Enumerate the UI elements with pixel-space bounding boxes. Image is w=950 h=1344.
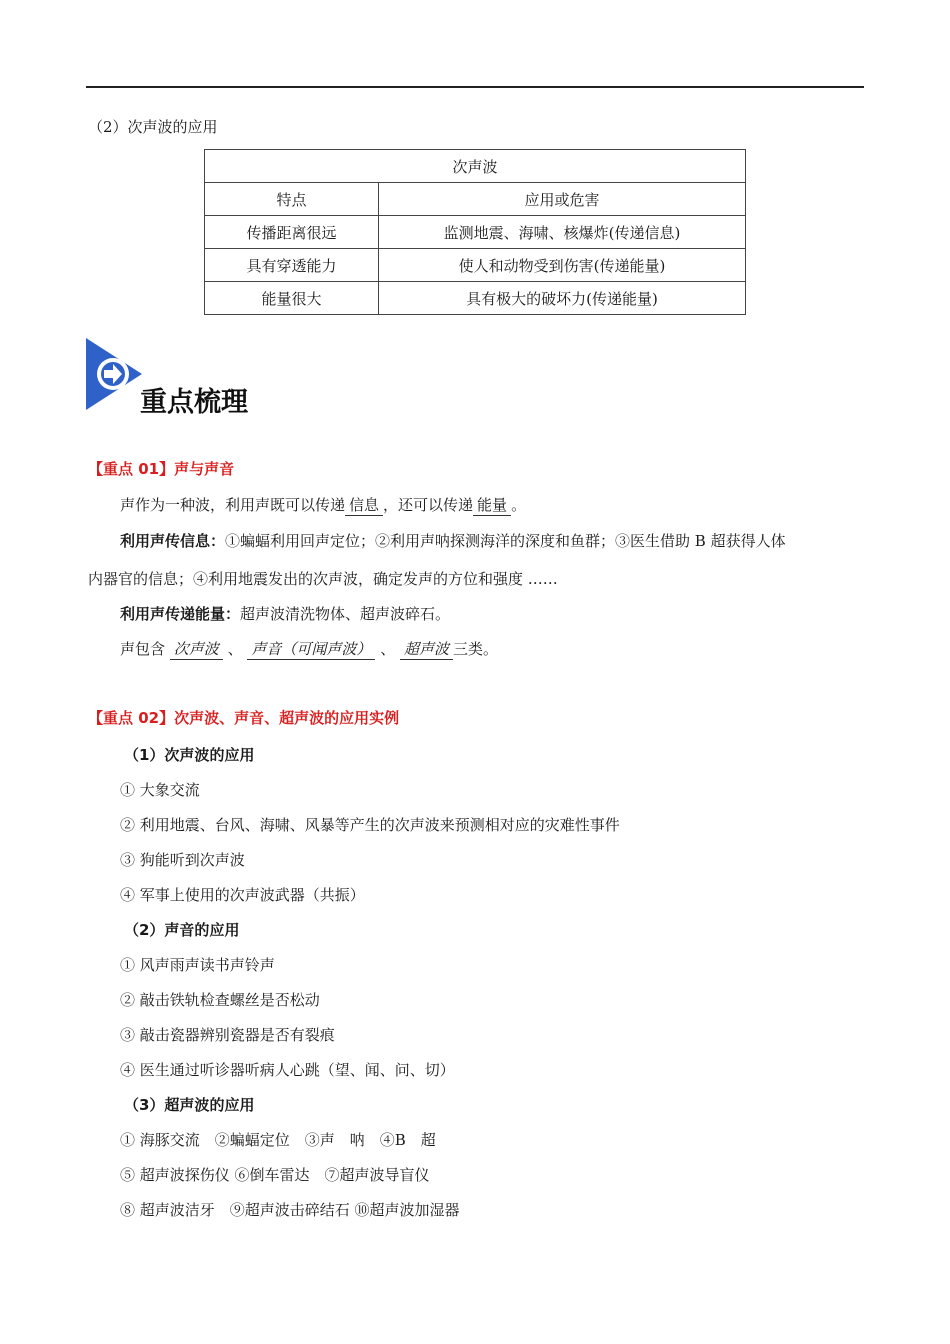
table-title-row	[205, 150, 746, 183]
arrow-right-icon	[86, 338, 142, 410]
section-intro: （2）次声波的应用	[88, 118, 218, 136]
text: 。	[511, 496, 527, 514]
table-header-row	[205, 183, 746, 216]
text: 超声波清洗物体、超声波碎石。	[240, 605, 451, 623]
section-sound-title: （2）声音的应用	[124, 921, 240, 939]
text: 、	[227, 640, 243, 658]
list-item: ③ 狗能听到次声波	[120, 851, 245, 869]
table-title: 次声波	[205, 150, 746, 183]
blank-answer: 次声波	[170, 638, 223, 660]
table-row	[205, 282, 746, 315]
list-item: ① 大象交流	[120, 781, 200, 799]
key1-paragraph-3	[120, 603, 450, 624]
list-item: ④ 军事上使用的次声波武器（共振）	[120, 886, 365, 904]
table-header-application: 应用或危害	[379, 183, 746, 216]
key-point-1-title: 【重点 01】声与声音	[88, 460, 235, 478]
table-cell: 传播距离很远	[205, 216, 379, 249]
table-row	[205, 249, 746, 282]
list-item: ② 敲击铁轨检查螺丝是否松动	[120, 991, 320, 1009]
table-cell: 具有穿透能力	[205, 249, 379, 282]
header-rule	[86, 86, 864, 88]
blank-answer: 超声波	[400, 638, 453, 660]
table-cell: 监测地震、海啸、核爆炸(传递信息)	[379, 216, 746, 249]
key-point-2-title: 【重点 02】次声波、声音、超声波的应用实例	[88, 709, 400, 727]
list-item: ④ 医生通过听诊器听病人心跳（望、闻、问、切）	[120, 1061, 455, 1079]
text: 、	[380, 640, 396, 658]
blank-answer: 声音（可闻声波）	[247, 638, 375, 660]
text: ①蝙蝠利用回声定位；②利用声呐探测海洋的深度和鱼群；③医生借助 B 超获得人体	[225, 532, 786, 550]
section-ultrasound-title: （3）超声波的应用	[124, 1096, 255, 1114]
infrasound-table	[204, 149, 746, 315]
table-cell: 具有极大的破坏力(传递能量)	[379, 282, 746, 315]
list-item: ③ 敲击瓷器辨别瓷器是否有裂痕	[120, 1026, 335, 1044]
list-item: ① 风声雨声读书声铃声	[120, 956, 275, 974]
key1-paragraph-2	[120, 530, 786, 551]
key1-paragraph-2-cont: 内器官的信息；④利用地震发出的次声波，确定发声的方位和强度 ……	[88, 570, 558, 588]
list-item: ② 利用地震、台风、海啸、风暴等产生的次声波来预测相对应的灾难性事件	[120, 816, 620, 834]
blank-answer: 信息	[345, 494, 383, 516]
list-item: ① 海豚交流 ②蝙蝠定位 ③声 呐 ④B 超	[120, 1131, 436, 1149]
text: ，还可以传递	[383, 496, 474, 514]
text: 三类。	[453, 640, 499, 658]
table-header-feature: 特点	[205, 183, 379, 216]
blank-answer: 能量	[473, 494, 511, 516]
label: 利用声传信息：	[120, 532, 226, 550]
table-cell: 使人和动物受到伤害(传递能量)	[379, 249, 746, 282]
banner-title: 重点梳理	[140, 387, 248, 418]
section-infrasound-title: （1）次声波的应用	[124, 746, 255, 764]
list-item: ⑤ 超声波探伤仪 ⑥倒车雷达 ⑦超声波导盲仪	[120, 1166, 430, 1184]
key1-paragraph-1	[120, 494, 526, 516]
table-cell: 能量很大	[205, 282, 379, 315]
label: 利用声传递能量：	[120, 605, 241, 623]
list-item: ⑧ 超声波洁牙 ⑨超声波击碎结石 ⑩超声波加湿器	[120, 1201, 460, 1219]
table-row	[205, 216, 746, 249]
text: 声包含	[120, 640, 166, 658]
text: 声作为一种波，利用声既可以传递	[120, 496, 346, 514]
key1-paragraph-4	[120, 638, 498, 660]
